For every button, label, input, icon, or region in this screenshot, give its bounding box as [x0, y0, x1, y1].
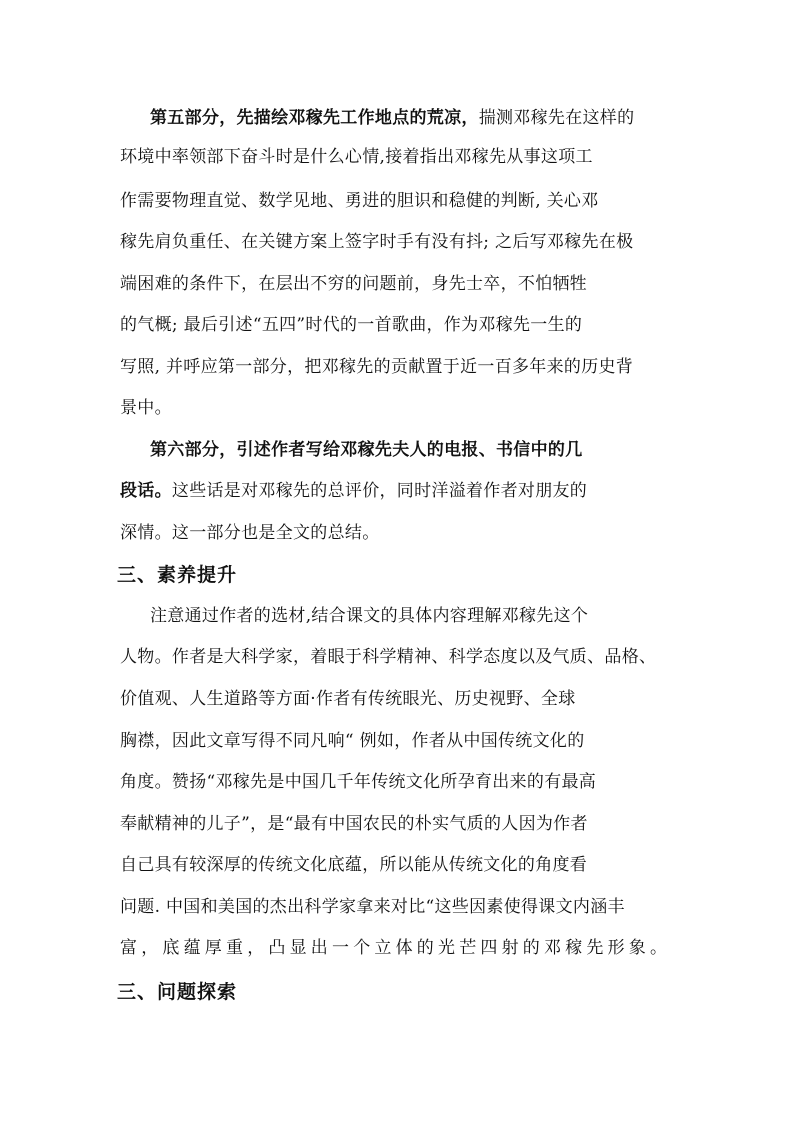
part5-line-1-rest: 揣测邓稼先在这样的 — [478, 108, 635, 128]
part5-line-2: 环境中率领部下奋斗时是什么心情,接着指出邓稼先从事这项工 — [120, 147, 593, 167]
literacy-line-8: 问题. 中国和美国的杰出科学家拿来对比“这些因素使得课文内涵丰 — [120, 897, 625, 917]
part5-line-5: 端困难的条件下，在层出不穷的问题前，身先士卒，不怕牺牲 — [120, 274, 588, 294]
part6-line-1: 第六部分，引述作者写给邓稼先夫人的电报、书信中的几 — [150, 440, 583, 460]
part5-lead: 第五部分，先描绘邓稼先工作地点的荒凉， — [150, 108, 479, 128]
literacy-line-3: 价值观、人生道路等方面·作者有传统眼光、历史视野、全球 — [120, 689, 576, 709]
section-heading-explore: 三、问题探索 — [117, 981, 238, 1003]
section-heading-literacy: 三、素养提升 — [117, 564, 238, 586]
part5-line-7: 写照, 并呼应第一部分，把邓稼先的贡献置于近一百多年来的历史背 — [120, 357, 634, 377]
part5-line-4: 稼先肩负重任、在关键方案上签字时手有没有抖; 之后写邓稼先在极 — [120, 232, 634, 252]
part6-line-2-rest: 这些话是对邓稼先的总评价，同时洋溢着作者对朋友的 — [171, 481, 588, 501]
part6-lead-2: 段话。 — [120, 481, 172, 501]
literacy-line-9: 富，底蕴厚重，凸显出一个立体的光芒四射的邓稼先形象。 — [120, 938, 672, 958]
literacy-line-7: 自己具有较深厚的传统文化底蕴，所以能从传统文化的角度看 — [120, 855, 588, 875]
part6-line-3: 深情。这一部分也是全文的总结。 — [120, 523, 380, 543]
part5-line-8: 景中。 — [120, 398, 172, 418]
part5-line-1 — [150, 107, 634, 129]
part5-line-6: 的气概; 最后引述“五四”时代的一首歌曲，作为邓稼先一生的 — [120, 315, 583, 335]
literacy-line-2: 人物。作者是大科学家，着眼于科学精神、科学态度以及气质、品格、 — [120, 647, 657, 667]
literacy-line-6: 奉献精神的儿子”，是“最有中国农民的朴实气质的人因为作者 — [120, 814, 588, 834]
literacy-line-1: 注意通过作者的选材,结合课文的具体内容理解邓稼先这个 — [150, 606, 589, 626]
literacy-line-4: 胸襟，因此文章写得不同凡响“ 例如，作者从中国传统文化的 — [120, 731, 585, 751]
part6-line-2 — [120, 480, 587, 502]
part5-line-3: 作需要物理直觉、数学见地、勇进的胆识和稳健的判断, 关心邓 — [120, 191, 599, 211]
literacy-line-5: 角度。赞扬“邓稼先是中国几千年传统文化所孕育出来的有最高 — [120, 772, 597, 792]
